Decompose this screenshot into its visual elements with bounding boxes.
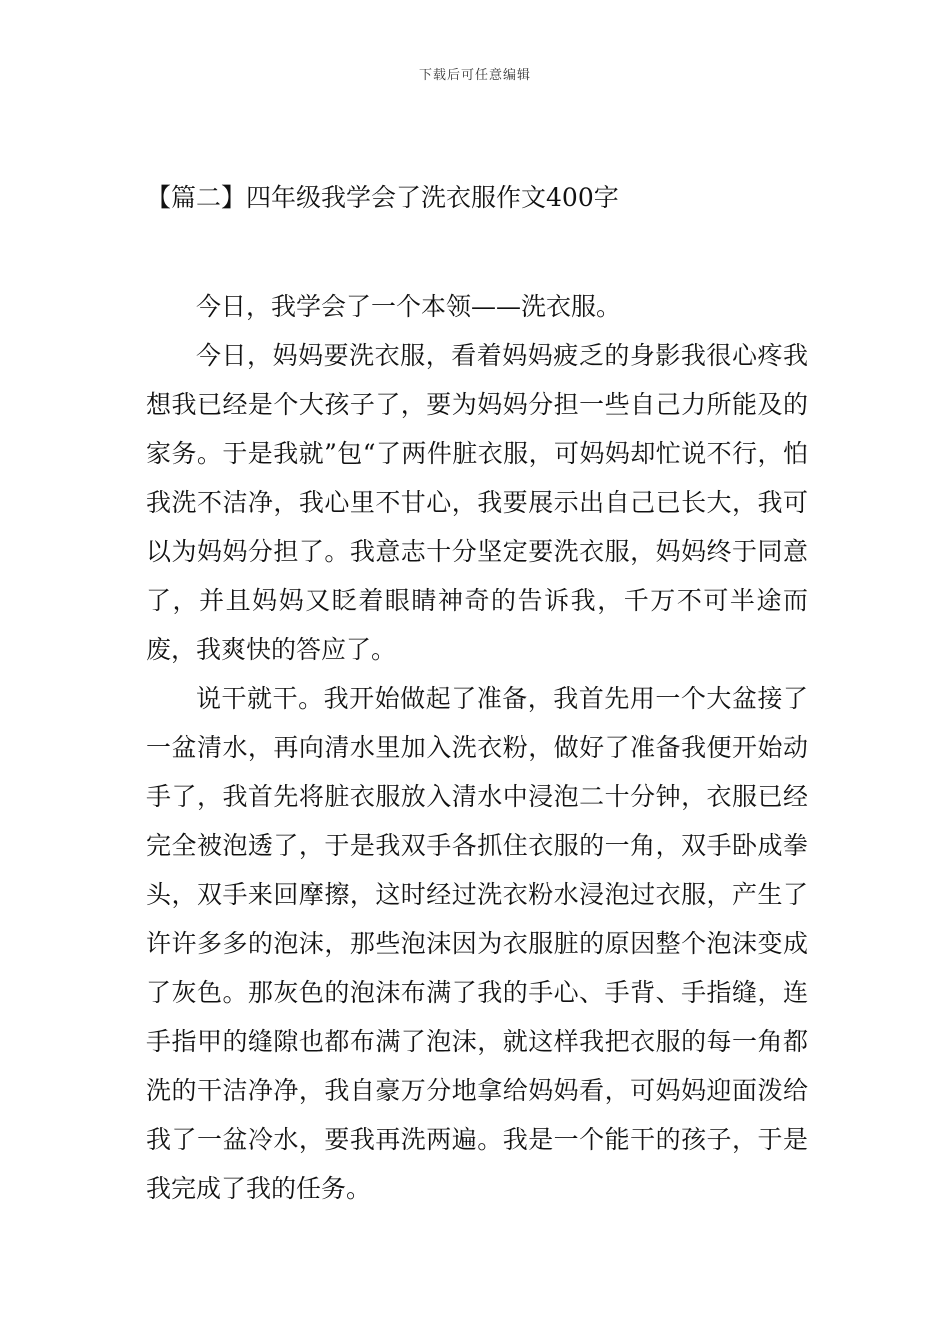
paragraph-1: 今日，我学会了一个本领——洗衣服。 xyxy=(196,292,622,321)
page-header-note: 下载后可任意编辑 xyxy=(418,68,531,83)
document-title: 【篇二】四年级我学会了洗衣服作文400字 xyxy=(146,183,619,212)
document-body xyxy=(146,282,808,1213)
paragraph-3: 说干就干。我开始做起了准备，我首先用一个大盆接了一盆清水，再向清水里加入洗衣粉，做好了准备我便开始动手了，我首先将脏衣服放入清水中浸泡二十分钟，衣服已经完全被泡透了，于是我双手各抓住衣服的一角，双手卧成拳头，双手来回摩擦，这时经过洗衣粉水浸泡过衣服，产生了许许多多的泡沫，那些泡沫因为衣服脏的原因整个泡沫变成了灰色。那灰色的泡沫布满了我的手心、手背、手指缝，连手指甲的缝隙也都布满了泡沫，就这样我把衣服的每一角都洗的干洁净净，我自豪万分地拿给妈妈看，可妈妈迎面泼给我了一盆冷水，要我再洗两遍。我是一个能干的孩子，于是我完成了我的任务。 xyxy=(146,684,808,1203)
paragraph-2: 今日，妈妈要洗衣服，看着妈妈疲乏的身影我很心疼我想我已经是个大孩子了，要为妈妈分担一些自己力所能及的家务。于是我就”包“了两件脏衣服，可妈妈却忙说不行，怕我洗不洁净，我心里不甘心，我要展示出自己已长大，我可以为妈妈分担了。我意志十分坚定要洗衣服，妈妈终于同意了，并且妈妈又眨着眼睛神奇的告诉我，千万不可半途而废，我爽快的答应了。 xyxy=(146,341,808,664)
